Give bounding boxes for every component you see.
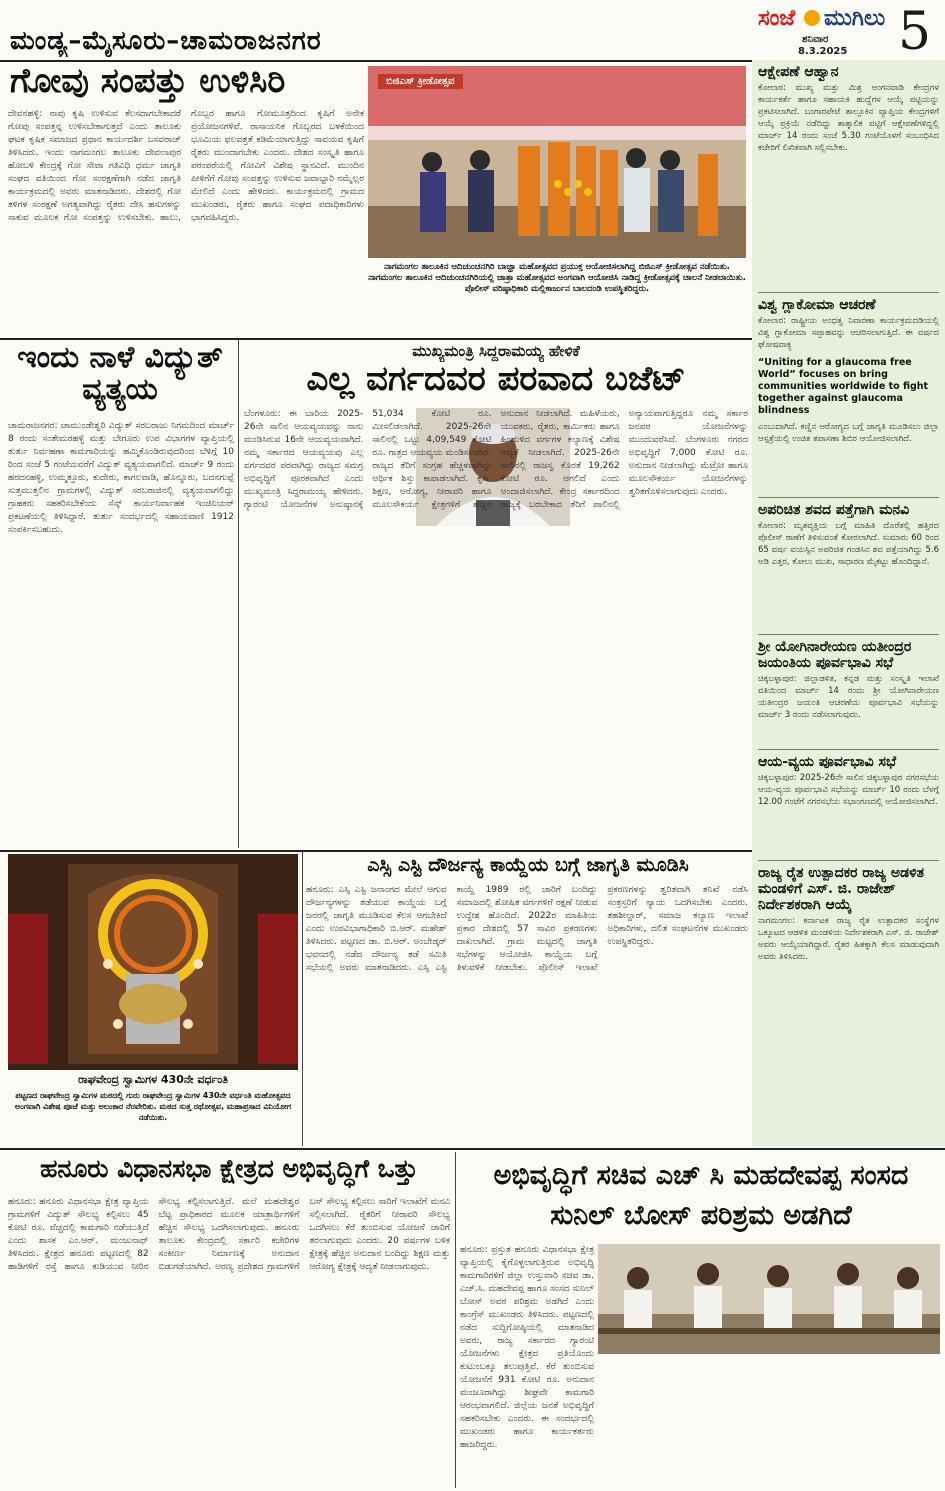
brief-divider [758,860,939,861]
story1-body: ದೇವನಹಳ್ಳಿ: ನಾವು ಕೃಷಿ ಉಳಿಸುವ ಕೆಲಸದಾಗಬೇಕಾದರೆ ಗೋವು ಸಂಪತ್ತನ್ನ ಉಳಿಸಬೇಕಾಗುತ್ತದೆ ಎಂದು ತಾಲೂಕು ಘಟಕ ಕೃಷಿಕ ಸಮಾಜದ ಪ್ರಧಾನ ಕಾರ್ಯದರ್ಶಿ ಬಸವರಾಜ್ ತಿಳಿಸಿದರು. ಇಂದು ನಾಗಮಂಗಲ ತಾಲೂಕು ದೇವಲಾಪುರ ಹೋಬಳಿ ಕೇಂದ್ರಕ್ಕೆ ಗೋ ಸೇವಾ ಗತಿವಿಧಿ ಧರ್ಮ ಜಾಗೃತಿ ಸಂಘದ ವತಿಯಿಂದ ಗೋ ಸಂರಕ್ಷಣೆಗಾಗಿ ನಡೆದ ಜಾಗೃತಿ ಕಾರ್ಯಕ್ರಮದಲ್ಲಿ ಅವರು ಮಾತನಾಡಿದರು. ದೇಶದಲ್ಲಿ ಗೋ ತಳಿಗಳ ಸಂರಕ್ಷಣೆ ಅಗತ್ಯವಾಗಿದ್ದು ರೈತರು ದೇಸಿ ಹಸುಗಳನ್ನು ಸಾಕುವ ಮೂಲಕ ಗೋ ಸಂಪತ್ತನ್ನು ಉಳಿಸಬೇಕು. ಹಾಲು, ಗೊಬ್ಬರ ಹಾಗೂ ಗೋಮೂತ್ರದಿಂದ ಕೃಷಿಗೆ ಅನೇಕ ಪ್ರಯೋಜನಗಳಿವೆ. ರಾಸಾಯನಿಕ ಗೊಬ್ಬರದ ಬಳಕೆಯಿಂದ ಭೂಮಿಯ ಫಲವತ್ತತೆ ಕಡಿಮೆಯಾಗುತ್ತಿದ್ದು ಸಾವಯವ ಕೃಷಿಗೆ ರೈತರು ಮುಂದಾಗಬೇಕು ಎಂದರು. ದೇಶದ ಸಂಸ್ಕೃತಿ ಹಾಗೂ ಪರಂಪರೆಯಲ್ಲಿ ಗೋವಿಗೆ ವಿಶೇಷ ಸ್ಥಾನವಿದೆ. ಮುಂದಿನ ಪೀಳಿಗೆಗೆ ಗೋವು ಸಂಪತ್ತನ್ನು ಉಳಿಸುವ ಜವಾಬ್ದಾರಿ ನಮ್ಮೆಲ್ಲರ ಮೇಲಿದೆ ಎಂದು ಹೇಳಿದರು. ಕಾರ್ಯಕ್ರಮದಲ್ಲಿ ಗ್ರಾಮದ ಮುಖಂಡರು, ರೈತರು ಹಾಗೂ ಸಂಘದ ಪದಾಧಿಕಾರಿಗಳು ಭಾಗವಹಿಸಿದ್ದರು. [8,109,364,223]
logo-mugilu: ಮುಗಿಲು [824,6,886,31]
brief-title: ಆಕ್ಷೇಪಣೆ ಆಹ್ವಾನ [758,64,839,80]
brief-body: ಚಿಕ್ಕಬಳ್ಳಾಪುರ: 2025-26ನೇ ಸಾಲಿನ ಚಿಕ್ಕಬಳ್ಳಾಪುರ ನಗರಸಭೆಯ ಆಯ-ವ್ಯಯ ಪೂರ್ವಭಾವಿ ಸಭೆಯನ್ನು ಮಾರ್ಚ್ 10 ರಂದು ಬೆಳಗ್ಗೆ 12.00 ಗಂಟೆಗೆ ನಗರಸಭೆಯ ಸಭಾಂಗಣದಲ್ಲಿ ಆಯೋಜಿಸಲಾಗಿದೆ. [758,773,939,807]
photo-tag: ಬಿಜಿಎಸ್ ಕ್ರೀಡೋತ್ಸವ [378,74,463,89]
photo1-caption: ನಾಗಮಂಗಲ ತಾಲೂಕಿನ ಆದಿಚುಂಚನಗಿರಿ ಬಾಜ್ಹಾ ಮಹೋತ್ಸವದ ಪ್ರಯುಕ್ತ ಆಯೋಜಿಸಲಾಗಿದ್ದ ಬಿಜಿಎಸ್ ಕ್ರೀಡೋತ್ಸವ ನಡೆಯಿತು. ನಾಗಮಂಗಲ ತಾಲೂಕಿನ ಆದಿಚುಂಚನಗಿರಿಯಲ್ಲಿ ಜಾತ್ರಾ ಮಹೋತ್ಸವದ ಅಂಗವಾಗಿ ಆಯೋಜಿಸಿ ನಾಡಿದ್ದ ಕ್ರೀಡೋತ್ಸವಕ್ಕೆ ಚಾಲನೆ ನೀಡಲಾಯಿತು. ಪೊಲೀಸ್ ವರಿಷ್ಠಾಧಿಕಾರಿ ಮಲ್ಲಿಕಾರ್ಜುನ ಬಾಲದಂಡಿ ಉಪಸ್ಥಿತರಿದ್ದರು. [368,262,746,294]
brief-title: ವಿಶ್ವ ಗ್ಲಾಕೋಮಾ ಆಚರಣೆ [758,297,876,313]
page-number: 5 [898,4,932,60]
story4-body: ಹನೂರು: ಎಸ್ಸಿ ಎಸ್ಟಿ ಜನಾಂಗದ ಮೇಲೆ ಆಗುವ ದೌರ್ಜನ್ಯಗಳನ್ನು ತಡೆಯುವ ಕಾಯ್ದೆಯ ಬಗ್ಗೆ ಜನರಲ್ಲಿ ಜಾಗೃತಿ ಮೂಡಿಸುವ ಕೆಲಸ ಆಗಬೇಕಿದೆ ಎಂದು ಉಪವಿಭಾಗಾಧಿಕಾರಿ ಬಿ.ಆರ್. ಮಹೇಶ್ ತಿಳಿಸಿದರು. ಪಟ್ಟಣದ ಡಾ. ಬಿ.ಆರ್. ಅಂಬೇಡ್ಕರ್ ಭವನದಲ್ಲಿ ನಡೆದ ದೌರ್ಜನ್ಯ ತಡೆ ಸಮಿತಿ ಸಭೆಯಲ್ಲಿ ಅವರು ಮಾತನಾಡಿದರು. ಎಸ್ಸಿ ಎಸ್ಟಿ ಕಾಯ್ದೆ 1989 ರಲ್ಲಿ ಜಾರಿಗೆ ಬಂದಿದ್ದು ಸಮಾಜದಲ್ಲಿ ಶೋಷಿತ ವರ್ಗಗಳಿಗೆ ರಕ್ಷಣೆ ನೀಡುವ ಉದ್ದೇಶ ಹೊಂದಿದೆ. 2022ರ ಮಾಹಿತಿಯ ಪ್ರಕಾರ ದೇಶದಲ್ಲಿ 57 ಸಾವಿರ ಪ್ರಕರಣಗಳು ದಾಖಲಾಗಿವೆ. ಗ್ರಾಮ ಮಟ್ಟದಲ್ಲಿ ಜಾಗೃತಿ ಸಭೆಗಳನ್ನು ಆಯೋಜಿಸಿ ಕಾಯ್ದೆಯ ಬಗ್ಗೆ ತಿಳುವಳಿಕೆ ನೀಡಬೇಕು. ಪೊಲೀಸ್ ಇಲಾಖೆ ಪ್ರಕರಣಗಳನ್ನು ತ್ವರಿತವಾಗಿ ತನಿಖೆ ನಡೆಸಿ ಸಂತ್ರಸ್ತರಿಗೆ ನ್ಯಾಯ ಒದಗಿಸಬೇಕು ಎಂದರು. ತಹಶೀಲ್ದಾರ್, ಸಮಾಜ ಕಲ್ಯಾಣ ಇಲಾಖೆ ಅಧಿಕಾರಿಗಳು, ದಲಿತ ಸಂಘಟನೆಗಳ ಮುಖಂಡರು ಉಪಸ್ಥಿತರಿದ್ದರು. [306,885,748,973]
issue-day: ಶನಿವಾರ [802,34,829,45]
issue-date: 8.3.2025 [798,46,848,57]
story2-body: ಚಾಮರಾಜನಗರ: ಚಾಮುಂಡೇಶ್ವರಿ ವಿದ್ಯುತ್ ಸರಬರಾಜು ನಿಗಮದಿಂದ ಮಾರ್ಚ್ 8 ರಂದು ಸಂತೇಮರಹಳ್ಳಿ ಮತ್ತು ಬೇಗೂರು ಉಪ ವಿಭಾಗಗಳ ವ್ಯಾಪ್ತಿಯಲ್ಲಿ ತುರ್ತು ನಿರ್ವಹಣಾ ಕಾಮಗಾರಿಯನ್ನು ಹಮ್ಮಿಕೊಂಡಿರುವುದರಿಂದ ಬೆಳಿಗ್ಗೆ 10 ರಿಂದ ಸಂಜೆ 5 ಗಂಟೆಯವರೆಗೆ ವಿದ್ಯುತ್ ವ್ಯತ್ಯಯವಾಗಲಿದೆ. ಮಾರ್ಚ್ 9 ರಂದು ಹರದನಹಳ್ಳಿ, ಉಮ್ಮತ್ತೂರು, ಕುದೇರು, ಕಾಗಲವಾಡಿ, ಹೊನ್ನೂರು, ಬದನಗುಪ್ಪೆ ಸುತ್ತಮುತ್ತಲಿನ ಗ್ರಾಮಗಳಲ್ಲಿ ವಿದ್ಯುತ್ ಸರಬರಾಜಿನಲ್ಲಿ ವ್ಯತ್ಯಯವಾಗಲಿದ್ದು ಗ್ರಾಹಕರು ಸಹಕರಿಸಬೇಕೆಂದು ಸೆಸ್ಕ್ ಕಾರ್ಯನಿರ್ವಾಹಕ ಇಂಜಿನಿಯರ್ ಪ್ರಕಟಣೆಯಲ್ಲಿ ತಿಳಿಸಿದ್ದಾರೆ. ತುರ್ತು ಸಂದರ್ಭದಲ್ಲಿ ಸಹಾಯವಾಣಿ 1912 ಸಂಪರ್ಕಿಸಬಹುದು. [8,421,234,535]
brief-item [752,297,945,493]
brief-title: ಶ್ರೀ ಯೋಗಿನಾರೇಯಣ ಯತೀಂದ್ರರ ಜಯಂತಿಯ ಪೂರ್ವಭಾವಿ ಸಭೆ [758,639,912,671]
section-title: ಮಂಡ್ಯ–ಮೈಸೂರು–ಚಾಮರಾಜನಗರ [10,26,322,56]
brief-divider [758,749,939,750]
brief-item [752,754,945,856]
brief-item [752,865,945,1035]
story3-headline: ಎಲ್ಲ ವರ್ಗದವರ ಪರವಾದ ಬಜೆಟ್ [306,362,686,399]
story3-body: ಬೆಂಗಳೂರು: ಈ ಬಾರಿಯ 2025-26ನೇ ಸಾಲಿನ ಆಯವ್ಯಯವನ್ನು ನಾನು ಮಂಡಿಸಿರುವ 16ನೇ ಆಯವ್ಯಯವಾಗಿದೆ. ನಮ್ಮ ಸರ್ಕಾರದ ಆಯವ್ಯಯವು ಎಲ್ಲ ವರ್ಗದವರ ಪರವಾಗಿದ್ದು ರಾಜ್ಯದ ಸಮಗ್ರ ಅಭಿವೃದ್ಧಿಗೆ ಪೂರಕವಾಗಿದೆ ಎಂದು ಮುಖ್ಯಮಂತ್ರಿ ಸಿದ್ದರಾಮಯ್ಯ ಹೇಳಿದರು. ಗ್ಯಾರಂಟಿ ಯೋಜನೆಗಳ ಅನುಷ್ಠಾನಕ್ಕೆ 51,034 ಕೋಟಿ ರೂ. ಮೀಸಲಿಡಲಾಗಿದೆ. 2025-26ನೇ ಸಾಲಿನಲ್ಲಿ ಒಟ್ಟು 4,09,549 ಕೋಟಿ ರೂ. ಗಾತ್ರದ ಆಯವ್ಯಯ ಮಂಡಿಸಲಾಗಿದೆ. ರಾಜ್ಯದ ತೆರಿಗೆ ಸಂಗ್ರಹ ಹೆಚ್ಚಳವಾಗಿದ್ದು ಆರ್ಥಿಕ ಶಿಸ್ತು ಕಾಪಾಡಲಾಗಿದೆ. ಕೃಷಿ, ಶಿಕ್ಷಣ, ಆರೋಗ್ಯ, ನೀರಾವರಿ ಹಾಗೂ ಮೂಲಸೌಕರ್ಯ ಕ್ಷೇತ್ರಗಳಿಗೆ ಹೆಚ್ಚಿನ ಅನುದಾನ ನೀಡಲಾಗಿದೆ. ಮಹಿಳೆಯರು, ಯುವಕರು, ರೈತರು, ಕಾರ್ಮಿಕರು ಹಾಗೂ ಹಿಂದುಳಿದ ವರ್ಗಗಳ ಕಲ್ಯಾಣಕ್ಕೆ ವಿಶೇಷ ಆದ್ಯತೆ ನೀಡಲಾಗಿದೆ. 2025-26ನೇ ಸಾಲಿನಲ್ಲಿ ರಾಜಸ್ವ ಕೊರತೆ 19,262 ಕೋಟಿ ರೂ. ಆಗಲಿದೆ ಎಂದು ಅಂದಾಜಿಸಲಾಗಿದೆ. ಕೇಂದ್ರ ಸರ್ಕಾರದಿಂದ ರಾಜ್ಯಕ್ಕೆ ಬರಬೇಕಾದ ತೆರಿಗೆ ಪಾಲಿನಲ್ಲಿ ಅನ್ಯಾಯವಾಗುತ್ತಿದ್ದರೂ ನಮ್ಮ ಸರ್ಕಾರ ಜನಪರ ಯೋಜನೆಗಳನ್ನು ಮುಂದುವರೆಸಿದೆ. ಬೆಂಗಳೂರು ನಗರದ ಅಭಿವೃದ್ಧಿಗೆ 7,000 ಕೋಟಿ ರೂ. ಅನುದಾನ ನೀಡಲಾಗಿದ್ದು ಮೆಟ್ರೋ ಹಾಗೂ ಮೂಲಸೌಕರ್ಯ ಯೋಜನೆಗಳನ್ನು ತ್ವರಿತಗೊಳಿಸಲಾಗುವುದು ಎಂದರು. [244,409,748,510]
sports-event-image [368,66,746,258]
brief-body: ಕೋಲಾರ: ರಾಷ್ಟ್ರೀಯ ಅಂಧತ್ವ ನಿವಾರಣಾ ಕಾರ್ಯಕ್ರಮದಡಿಯಲ್ಲಿ ವಿಶ್ವ ಗ್ಲಾಕೋಮಾ ಸಪ್ತಾಹವನ್ನು ಆಚರಿಸಲಾಗುತ್ತಿದೆ. ಈ ವರ್ಷದ ಘೋಷವಾಕ್ಯ [758,316,939,350]
brief-item [752,64,945,288]
story3-kicker: ಮುಖ್ಯಮಂತ್ರಿ ಸಿದ್ದರಾಮಯ್ಯ ಹೇಳಿಕೆ [412,342,580,360]
story5-headline: ಹನೂರು ವಿಧಾನಸಭಾ ಕ್ಷೇತ್ರದ ಅಭಿವೃದ್ಧಿಗೆ ಒತ್ತು [40,1156,418,1183]
photo3-subcaption: ಪಟ್ಟಣದ ರಾಘವೇಂದ್ರ ಸ್ವಾಮಿಗಳ ಮಠದಲ್ಲಿ ಗುರು ರಾಘವೇಂದ್ರ ಸ್ವಾಮಿಗಳ 430ನೇ ವರ್ಧಂತಿ ಮಹೋತ್ಸವದ ಅಂಗವಾಗಿ ವಿಶೇಷ ಪೂಜೆ ಮತ್ತು ಅಲಂಕಾರ ನೆರವೇರಿತು. ಮಠದ ಸುತ್ತ ರಥೋತ್ಸವ, ಮಹಾಪ್ರಸಾದ ವಿನಿಯೋಗ ನಡೆಯಿತು. [14,1091,292,1122]
sun-icon [804,10,820,26]
brief-divider [758,497,939,498]
brief-item [752,502,945,630]
story1-headline: ಗೋವು ಸಂಪತ್ತು ಉಳಿಸಿರಿ [10,64,286,101]
masthead [720,4,945,60]
story6-body: ಹನೂರು: ಪ್ರಸ್ತುತ ಹನೂರು ವಿಧಾನಸಭಾ ಕ್ಷೇತ್ರ ವ್ಯಾಪ್ತಿಯಲ್ಲಿ ಕೈಗೊಳ್ಳಲಾಗುತ್ತಿರುವ ಅಭಿವೃದ್ಧಿ ಕಾಮಗಾರಿಗಳಿಗೆ ಜಿಲ್ಲಾ ಉಸ್ತುವಾರಿ ಸಚಿವ ಡಾ. ಎಚ್.ಸಿ. ಮಹದೇವಪ್ಪ ಹಾಗೂ ಸಂಸದ ಸುನಿಲ್ ಬೋಸ್ ಅವರ ಪರಿಶ್ರಮ ಅಡಗಿದೆ ಎಂದು ಕಾಂಗ್ರೆಸ್ ಮುಖಂಡರು ತಿಳಿಸಿದರು. ಪಟ್ಟಣದಲ್ಲಿ ನಡೆದ ಸುದ್ದಿಗೋಷ್ಠಿಯಲ್ಲಿ ಮಾತನಾಡಿದ ಅವರು, ರಾಜ್ಯ ಸರ್ಕಾರದ ಗ್ಯಾರಂಟಿ ಯೋಜನೆಗಳು ಕ್ಷೇತ್ರದ ಪ್ರತಿಯೊಂದು ಕುಟುಂಬಕ್ಕೂ ತಲುಪುತ್ತಿವೆ. ಕೆರೆ ತುಂಬಿಸುವ ಯೋಜನೆಗೆ 931 ಕೋಟಿ ರೂ. ಅನುದಾನ ಮಂಜೂರಾಗಿದ್ದು ಶೀಘ್ರವೇ ಕಾಮಗಾರಿ ಆರಂಭವಾಗಲಿದೆ. ಜಿಲ್ಲೆಯ ಜನತೆ ಅಭಿವೃದ್ಧಿಗೆ ಸಹಕರಿಸಬೇಕು ಎಂದರು. ಈ ಸಂದರ್ಭದಲ್ಲಿ ಮುಖಂಡರು ಹಾಗೂ ಕಾರ್ಯಕರ್ತರು ಹಾಜರಿದ್ದರು. [460,1245,594,1450]
brief-divider [758,634,939,635]
temple-image [8,854,298,1070]
story2-headline: ಇಂದು ನಾಳೆ ವಿದ್ಯುತ್ ವ್ಯತ್ಯಯ [17,342,223,407]
brief-body: ಚಿಕ್ಕಬಳ್ಳಾಪುರ: ಜಿಲ್ಲಾಡಳಿತ, ಕನ್ನಡ ಮತ್ತು ಸಂಸ್ಕೃತಿ ಇಲಾಖೆ ವತಿಯಿಂದ ಮಾರ್ಚ್ 14 ರಂದು ಶ್ರೀ ಯೋಗಿನಾರೇಯಣ ಯತೀಂದ್ರರ ಜಯಂತಿ ಆಚರಣೆಯ ಪೂರ್ವಭಾವಿ ಸಭೆಯನ್ನು ಮಾರ್ಚ್ 3 ರಂದು ನಡೆಸಲಾಗುವುದು. [758,674,939,720]
story5-body: ಹನೂರು: ಹನೂರು ವಿಧಾನಸಭಾ ಕ್ಷೇತ್ರ ವ್ಯಾಪ್ತಿಯ ಗ್ರಾಮಗಳಿಗೆ ವಿದ್ಯುತ್ ಸೌಲಭ್ಯ ಕಲ್ಪಿಸಲು 45 ಕೋಟಿ ರೂ. ವೆಚ್ಚದಲ್ಲಿ ಕಾಮಗಾರಿ ನಡೆಯುತ್ತಿದೆ ಎಂದು ಶಾಸಕ ಎಂ.ಆರ್. ಮಂಜುನಾಥ್ ತಿಳಿಸಿದರು. ಕ್ಷೇತ್ರದ ಹನೂರು ಪಟ್ಟಣದಲ್ಲಿ 82 ಹಾಡಿಗಳಿಗೆ ರಸ್ತೆ ಹಾಗೂ ಕುಡಿಯುವ ನೀರಿನ ಸೌಲಭ್ಯ ಕಲ್ಪಿಸಲಾಗುತ್ತಿದೆ. ಮಲೆ ಮಹದೇಶ್ವರ ಬೆಟ್ಟ ಪ್ರಾಧಿಕಾರದ ಮೂಲಕ ಯಾತ್ರಾರ್ಥಿಗಳಿಗೆ ಹೆಚ್ಚಿನ ಸೌಲಭ್ಯ ಒದಗಿಸಲಾಗುವುದು. ಹನೂರು ತಾಲೂಕು ಕೇಂದ್ರದಲ್ಲಿ ಸರ್ಕಾರಿ ಕಚೇರಿಗಳ ಸಂಕೀರ್ಣ ನಿರ್ಮಾಣಕ್ಕೆ ಅನುದಾನ ಬಿಡುಗಡೆಯಾಗಿದೆ. ಅರಣ್ಯ ಪ್ರದೇಶದ ಗ್ರಾಮಗಳಿಗೆ ಬಸ್ ಸೌಲಭ್ಯ ಕಲ್ಪಿಸಲು ಸಾರಿಗೆ ಇಲಾಖೆಗೆ ಮನವಿ ಸಲ್ಲಿಸಲಾಗಿದೆ. ರೈತರಿಗೆ ನೀರಾವರಿ ಸೌಲಭ್ಯ ಒದಗಿಸಲು ಕೆರೆ ತುಂಬಿಸುವ ಯೋಜನೆ ಜಾರಿಗೆ ತರಲಾಗುವುದು ಎಂದರು. 20 ವರ್ಷಗಳ ಬಳಿಕ ಕ್ಷೇತ್ರಕ್ಕೆ ಹೆಚ್ಚಿನ ಅನುದಾನ ಬಂದಿದ್ದು ಶಿಕ್ಷಣ ಮತ್ತು ಆರೋಗ್ಯ ಕ್ಷೇತ್ರಕ್ಕೆ ಆದ್ಯತೆ ನೀಡಲಾಗುವುದು. [8,1197,450,1272]
brief-english-slogan: “Uniting for a glaucoma free World” focuses on bring communities worldwide to fight together against glaucoma blindness [758,357,929,416]
brief-body: ಕೋಲಾರ: ಮುಖ್ಯ ಮತ್ತು ಮಿಶ್ರ ಅಂಗನವಾಡಿ ಕೇಂದ್ರಗಳ ಕಾರ್ಯಕರ್ತೆ ಹಾಗೂ ಸಹಾಯಕಿ ಹುದ್ದೆಗಳ ಆಯ್ಕೆ ಪಟ್ಟಿಯನ್ನು ಪ್ರಕಟಿಸಲಾಗಿದೆ. ಬಂಗಾರಪೇಟೆ ತಾಲ್ಲೂಕಿನ ವ್ಯಾಪ್ತಿಯ ಕೇಂದ್ರಗಳಿಗೆ ಆಯ್ಕೆ ಪ್ರಕ್ರಿಯೆ ನಡೆದಿದ್ದು ತಾತ್ಕಾಲಿಕ ಪಟ್ಟಿಗೆ ಆಕ್ಷೇಪಣೆಗಳಿದ್ದಲ್ಲಿ ಮಾರ್ಚ್ 14 ರಂದು ಸಂಜೆ 5.30 ಗಂಟೆಯೊಳಗೆ ಸಂಬಂಧಿಸಿದ ಕಚೇರಿಗೆ ಲಿಖಿತವಾಗಿ ಸಲ್ಲಿಸಬೇಕು. [758,83,939,153]
logo-sanje: ಸಂಜೆ [758,6,796,31]
brief-title: ಆಯ-ವ್ಯಯ ಪೂರ್ವಭಾವಿ ಸಭೆ [758,754,897,770]
photo-press-meet [598,1244,940,1354]
rule-2 [0,850,752,852]
column-divider-1 [238,340,239,848]
photo3-caption: ರಾಘವೇಂದ್ರ ಸ್ವಾಮಿಗಳ 430ನೇ ವರ್ಧಂತಿ [78,1073,228,1086]
brief-body: ಕೋಲಾರ: ಮೃತವ್ಯಕ್ತಿಯ ಬಗ್ಗೆ ಮಾಹಿತಿ ದೊರೆತಲ್ಲಿ ಹತ್ತಿರದ ಪೊಲೀಸ್ ಠಾಣೆಗೆ ತಿಳಿಸುವಂತೆ ಕೋರಲಾಗಿದೆ. ಸುಮಾರು 60 ರಿಂದ 65 ವರ್ಷ ವಯಸ್ಸಿನ ಅಪರಿಚಿತ ಗಂಡಸಿನ ಶವ ಪತ್ತೆಯಾಗಿದ್ದು 5.6 ಅಡಿ ಎತ್ತರ, ಕೋಲು ಮುಖ, ಸಾಧಾರಣ ಮೈಕಟ್ಟು ಹೊಂದಿದ್ದಾನೆ. [758,521,939,567]
brief-title: ಅಪರಿಚಿತ ಶವದ ಪತ್ತೆಗಾಗಿ ಮನವಿ [758,502,910,518]
sidebar-briefs [752,60,945,1146]
press-meet-image [598,1244,940,1354]
story4-headline: ಎಸ್ಸಿ ಎಸ್ಟಿ ದೌರ್ಜನ್ಯ ಕಾಯ್ದೆಯ ಬಗ್ಗೆ ಜಾಗೃತಿ ಮೂಡಿಸಿ [367,856,689,876]
rule-3 [0,1148,945,1150]
brief-title: ರಾಜ್ಯ ರೈತ ಉತ್ಪಾದಕರ ರಾಜ್ಯ ಅಡಳಿತ ಮಂಡಳಿಗೆ ಎಸ್. ಜಿ. ರಾಜೇಶ್ ನಿರ್ದೇಶಕರಾಗಿ ಆಯ್ಕೆ [758,865,925,913]
brief-divider [758,292,939,293]
column-divider-2 [302,852,303,1146]
photo-sports-event [368,66,746,258]
photo-raghavendra-swamy [8,854,298,1070]
rule-1 [0,338,752,340]
story6-headline: ಅಭಿವೃದ್ಧಿಗೆ ಸಚಿವ ಎಚ್ ಸಿ ಮಹದೇವಪ್ಪ ಸಂಸದ ಸುನಿಲ್ ಬೋಸ್ ಪರಿಶ್ರಮ ಅಡಗಿದೆ [493,1160,909,1231]
brief-item [752,639,945,745]
brief-body-continued: ಎಂಬುದಾಗಿದೆ. ಕಣ್ಣಿನ ಆರೋಗ್ಯದ ಬಗ್ಗೆ ಜಾಗೃತಿ ಮೂಡಿಸಲು ಜಿಲ್ಲಾ ಆಸ್ಪತ್ರೆಯಲ್ಲಿ ಉಚಿತ ತಪಾಸಣಾ ಶಿಬಿರ ಆಯೋಜಿಸಲಾಗಿದೆ. [758,422,939,444]
brief-body: ನಾಗಮಂಗಲ: ಕರ್ನಾಟಕ ರಾಜ್ಯ ರೈತ ಉತ್ಪಾದಕರ ಸಂಸ್ಥೆಗಳ ಒಕ್ಕೂಟದ ಆಡಳಿತ ಮಂಡಳಿಯ ನಿರ್ದೇಶಕರಾಗಿ ಎಸ್. ಜಿ. ರಾಜೇಶ್ ಅವರು ಆಯ್ಕೆಯಾಗಿದ್ದಾರೆ. ರೈತರ ಹಿತಕ್ಕಾಗಿ ಕೆಲಸ ಮಾಡುವುದಾಗಿ ಅವರು ತಿಳಿಸಿದರು. [758,916,939,962]
column-divider-3 [455,1152,456,1488]
top-rule [0,60,752,62]
